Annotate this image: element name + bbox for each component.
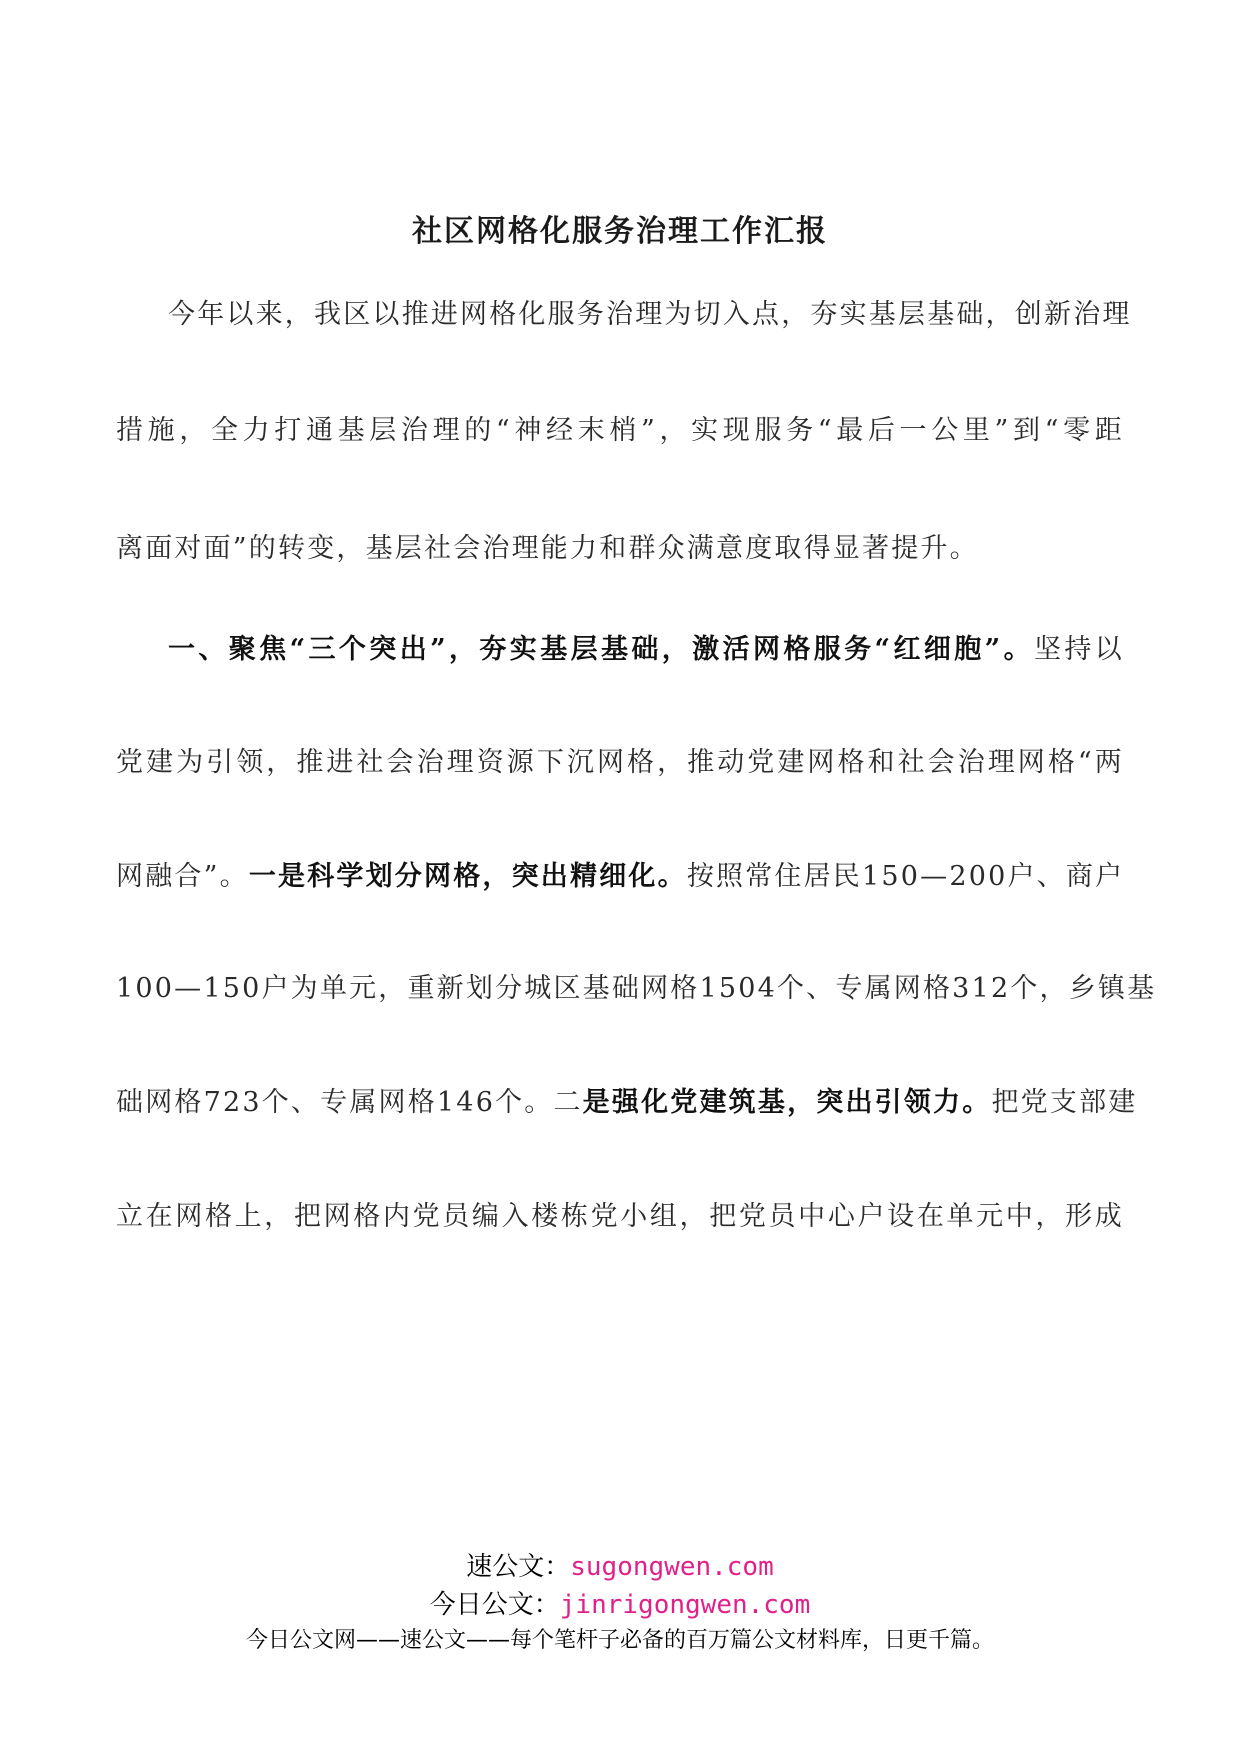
paragraph-line: 今年以来，我区以推进网格化服务治理为切入点，夯实基层基础，创新治理 (168, 299, 1132, 330)
paragraph-line: 党建为引领，推进社会治理资源下沉网格，推动党建网格和社会治理网格“两 (116, 747, 1124, 778)
section-text: 把党支部建 (991, 1087, 1138, 1118)
paragraph-line: 离面对面”的转变，基层社会治理能力和群众满意度取得显著提升。 (116, 533, 979, 564)
paragraph-line: 措施，全力打通基层治理的“神经末梢”，实现服务“最后一公里”到“零距 (116, 415, 1124, 446)
section-text: 础网格723个、专属网格146个。二 (116, 1087, 583, 1118)
section-heading: 一、聚焦“三个突出”，夯实基层基础，激活网格服务“红细胞”。 (168, 634, 1034, 665)
section-text: 坚持以 (1034, 634, 1124, 665)
footer-link[interactable]: sugongwen.com (570, 1552, 774, 1582)
footer-site-2 (0, 1584, 1240, 1621)
point-heading: 一是科学划分网格，突出精细化。 (248, 861, 687, 892)
point-heading: 是强化党建筑基，突出引领力。 (582, 1087, 992, 1118)
footer-label: 速公文： (466, 1552, 571, 1582)
paragraph-line: 100—150户为单元，重新划分城区基础网格1504个、专属网格312个，乡镇基 (116, 973, 1157, 1004)
page-title: 社区网格化服务治理工作汇报 (412, 214, 828, 249)
footer-site-1 (0, 1546, 1240, 1583)
section-text: 网融合”。 (116, 861, 249, 892)
section-text: 按照常住居民150—200户、商户 (686, 861, 1125, 892)
section-heading-line (168, 627, 1124, 666)
footer-slogan: 今日公文网——速公文——每个笔杆子必备的百万篇公文材料库，日更千篇。 (245, 1628, 994, 1653)
paragraph-line (116, 854, 1124, 893)
paragraph-line: 立在网格上，把网格内党员编入楼栋党小组，把党员中心户设在单元中，形成 (116, 1201, 1124, 1232)
footer-link[interactable]: jinrigongwen.com (559, 1590, 811, 1620)
footer-label: 今日公文： (429, 1590, 560, 1620)
paragraph-line (116, 1080, 1138, 1119)
